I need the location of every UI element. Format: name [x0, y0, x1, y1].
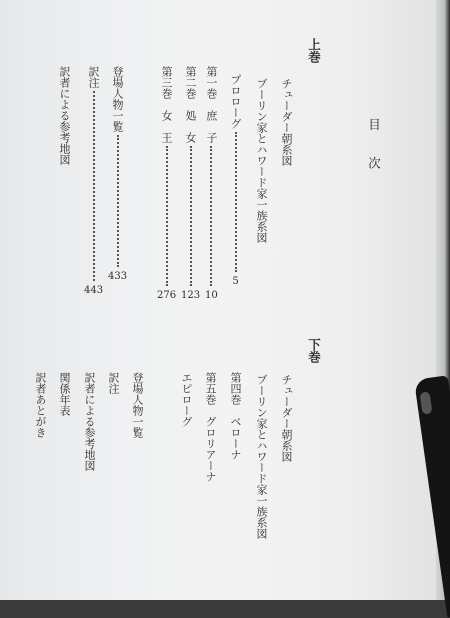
entry-label: 第三巻 女 王 — [160, 66, 174, 143]
lower-entry-0: チューダー朝系図 — [280, 374, 293, 462]
entry-label: 登場人物一覧 — [111, 66, 125, 132]
upper-entry-5 — [157, 66, 176, 301]
page-number: 123 — [181, 290, 201, 301]
dot-leader — [93, 91, 95, 281]
lower-entry-6: 訳注 — [107, 372, 120, 394]
lower-entry-2: 第四巻 ベローナ — [229, 372, 242, 460]
dot-leader — [210, 146, 212, 286]
entry-label: 第二巻 処 女 — [184, 66, 198, 143]
upper-entry-4 — [181, 66, 200, 301]
lower-entry-5: 登場人物一覧 — [131, 372, 144, 438]
page-number: 276 — [157, 290, 177, 301]
dot-leader — [190, 146, 192, 286]
page-number: 433 — [108, 271, 128, 282]
upper-entry-3 — [205, 66, 218, 301]
upper-entry-0: チューダー朝系図 — [280, 78, 293, 166]
page-number: 10 — [205, 290, 218, 301]
lower-entry-4: エピローグ — [180, 372, 193, 427]
lower-volume-heading: 下巻 — [306, 338, 322, 363]
upper-volume-heading: 上巻 — [306, 38, 322, 63]
page-number: 443 — [84, 285, 104, 296]
dot-leader — [117, 135, 119, 267]
upper-entry-6 — [108, 66, 127, 282]
lower-entry-1: ブーリン家とハワード家一族系図 — [255, 374, 268, 539]
dot-leader — [166, 146, 168, 286]
lower-entry-7: 訳者による参考地図 — [83, 372, 96, 471]
upper-entry-1: ブーリン家とハワード家一族系図 — [255, 78, 268, 243]
upper-entry-8: 訳者による参考地図 — [58, 66, 71, 165]
dot-leader — [235, 132, 237, 272]
lower-entry-9: 訳者あとがき — [34, 372, 47, 438]
page-number: 5 — [232, 276, 239, 287]
upper-entry-2 — [230, 74, 241, 287]
entry-label: プロローグ — [229, 74, 242, 129]
upper-entry-7 — [84, 66, 103, 296]
entry-label: 第一巻 庶 子 — [204, 66, 218, 143]
toc-title: 目次 — [366, 118, 382, 195]
lower-entry-8: 関係年表 — [58, 372, 71, 416]
entry-label: 訳注 — [87, 66, 101, 88]
lower-entry-3: 第五巻 グロリアーナ — [204, 372, 217, 482]
